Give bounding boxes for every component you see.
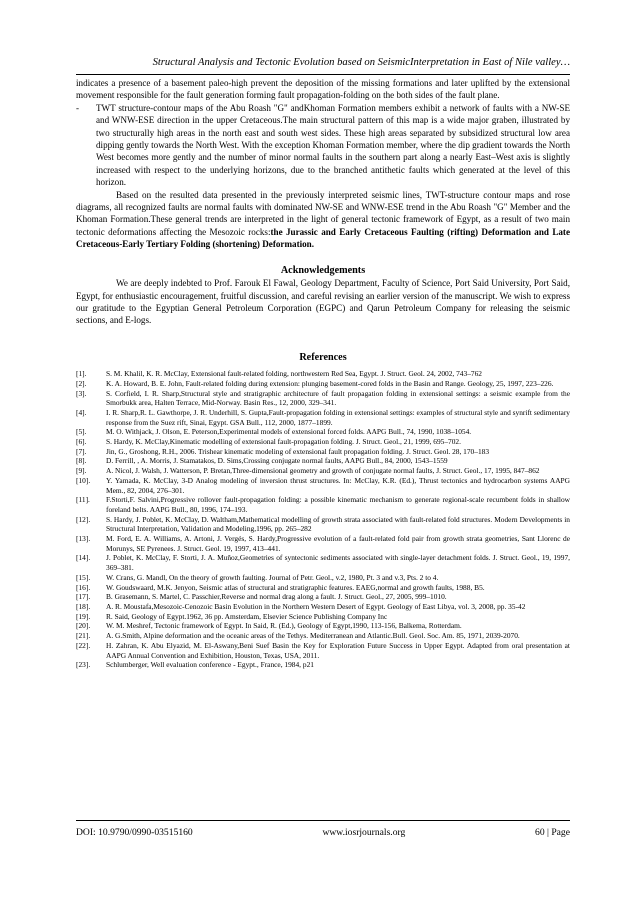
reference-number: [3]. — [76, 388, 87, 398]
footer-divider — [76, 820, 570, 821]
reference-item — [76, 369, 570, 379]
reference-item — [76, 515, 570, 534]
reference-number: [22]. — [76, 640, 91, 650]
reference-item — [76, 583, 570, 593]
reference-item — [76, 631, 570, 641]
reference-text: H. Zahran, K. Abu Elyazid, M. El-Aswany,Beni Suef Basin the Key for Exploration Future Success in Upper Egypt. Adapted from oral presentation at AAPG Annual Convention and Exhibition, Houston, Texas, USA, 2011. — [106, 640, 570, 660]
reference-text: J. Poblet, K. McClay, F. Storti, J. A. Muñoz,Geometries of syntectonic sediments associated with single-layer detachment folds. J. Struct. Geol., 19, 1997, 369–381. — [106, 553, 570, 573]
reference-number: [5]. — [76, 427, 87, 437]
reference-number: [9]. — [76, 466, 87, 476]
reference-item — [76, 553, 570, 572]
reference-text: Schlumberger, Well evaluation conference - Egypt., France, 1984, p21 — [106, 660, 314, 670]
reference-number: [21]. — [76, 631, 91, 641]
body-paragraph-3-text: Based on the resulted data presented in the previously interpreted seismic lines, TWT-structure contour maps and rose diagrams, all recognized faults are normal faults with dominated NW-SE and WNW-ESE trend in the Abu Roash "G" Member and the Khoman Formation.These general trends are interpreted in the light of general tectonic framework of Egypt, as a result of two main tectonic deformations affecting the Mesozoic rocks: — [76, 189, 570, 237]
reference-number: [18]. — [76, 602, 91, 611]
reference-item — [76, 408, 570, 427]
acknowledgements-heading: Acknowledgements — [280, 264, 366, 276]
reference-number: [13]. — [76, 534, 91, 544]
reference-number: [15]. — [76, 572, 91, 582]
reference-number: [12]. — [76, 514, 91, 524]
running-title: Structural Analysis and Tectonic Evolution based on SeismicInterpretation in East of Nile valley… — [152, 57, 570, 68]
reference-text: A. G.Smith, Alpine deformation and the oceanic areas of the Tethys. Mediterranean and Atlantic.Bull. Geol. Soc. Am. 85, 1971, 2039-2070. — [106, 631, 520, 641]
reference-item — [76, 437, 570, 447]
reference-item — [76, 389, 570, 408]
reference-text: M. Ford, E. A. Williams, A. Artoni, J. Vergés, S. Hardy,Progressive evolution of a fault-related fold pair from growth strata geometries, Sant Llorenc de Morunys, SE Pyrenees. J. Struct. Geol. 19, 1997, 413–441. — [106, 534, 570, 553]
reference-text: B. Grasemann, S. Martel, C. Passchier,Reverse and normal drag along a fault. J. Struct. Geol., 27, 2005, 999–1010. — [106, 592, 447, 602]
reference-text: M. O. Withjack, J. Olson, E. Peterson,Experimental models of extensional forced folds. AAPG Bull., 74, 1990, 1038–1054. — [106, 427, 472, 437]
reference-item — [76, 573, 570, 583]
reference-text: D. Ferrill, , A. Morris, J. Stamatakos, D. Sims,Crossing conjugate normal faults, AAPG Bull., 84, 2000, 1543–1559 — [106, 456, 448, 466]
reference-item — [76, 495, 570, 514]
page-number: 60 | Page — [535, 827, 570, 838]
page-content — [76, 77, 570, 670]
acknowledgements-text: We are deeply indebted to Prof. Farouk El Fawal, Geology Department, Faculty of Science, Port Said University, Port Said, Egypt, for enthusiastic encouragement, fruitful discussion, and careful revising an earlier version of the manuscript. We wish to express our gratitude to the Egyptian General Petroleum Corporation (EGPC) and Qarun Petroleum Company for releasing the seismic sections, and E-logs. — [76, 278, 570, 326]
reference-number: [8]. — [76, 456, 87, 466]
reference-list — [76, 369, 570, 670]
reference-number: [4]. — [76, 407, 87, 417]
header-divider — [76, 74, 570, 75]
reference-number: [10]. — [76, 475, 91, 485]
reference-number: [14]. — [76, 553, 91, 563]
references-heading: References — [299, 351, 347, 363]
reference-number: [6]. — [76, 437, 87, 447]
body-paragraph-2 — [76, 102, 570, 189]
reference-item — [76, 466, 570, 476]
reference-number: [20]. — [76, 621, 91, 631]
reference-item — [76, 427, 570, 437]
reference-number: [23]. — [76, 660, 91, 670]
reference-item — [76, 660, 570, 670]
rifting-deformation-emphasis: the Jurassic and Early Cretaceous Faulting (rifting) Deformation — [270, 226, 531, 237]
list-dash: - — [76, 102, 80, 113]
reference-number: [16]. — [76, 582, 91, 592]
reference-item — [76, 602, 570, 612]
journal-website: www.iosrjournals.org — [322, 827, 406, 838]
reference-text: S. Hardy, K. McClay,Kinematic modelling of extensional fault-propagation folding. J. Struct. Geol., 21, 1999, 695–702. — [106, 437, 461, 447]
reference-item — [76, 379, 570, 389]
reference-number: [1]. — [76, 369, 87, 379]
reference-item — [76, 534, 570, 553]
reference-text: Jin, G., Groshong, R.H., 2006. Trishear kinematic modeling of extensional fault propagation folding. J. Struct. Geol. 28, 170–183 — [106, 446, 490, 456]
reference-text: I. R. Sharp,R. L. Gawthorpe, J. R. Underhill, S. Gupta,Fault-propagation folding in extensional settings: examples of structural style and synrift sedimentary response from the Suez rift, Sinai, Egypt. GSA Bull., 112, 2000, 1877–1899. — [106, 407, 570, 427]
conjunction: and — [530, 226, 553, 237]
body-paragraph-1: indicates a presence of a basement paleo-high prevent the deposition of the missing formations and later uplifted by the extensional movement responsible for the fault generation forming fault propagation-folding on the both sides of the fault plane. — [76, 78, 570, 101]
reference-number: [19]. — [76, 611, 91, 621]
reference-number: [7]. — [76, 446, 87, 456]
body-paragraph-2-text: TWT structure-contour maps of the Abu Roash "G" andKhoman Formation members exhibit a network of faults with a NW-SE and WNW-ESE direction in the upper Cretaceous.The main structural pattern of this map is a wide major graben, illustrated by two structurally high areas in the north east and south west sides. These high areas separated by subsidized structural low area dipping gently towards the North West. With the exception Khoman Formation member, where the dip gradient towards the North West becomes more gently and the number of minor normal faults in the southern part along a nearly East–West axis is slightly increased with respect to the underlying horizons, due to the branched antithetic faults which generated at the level of this horizon. — [96, 102, 570, 188]
reference-text: R. Said, Geology of Egypt.1962, 36 pp. Amsterdam, Elsevier Science Publishing Company Inc — [106, 611, 388, 621]
reference-number: [17]. — [76, 592, 91, 602]
reference-text: S. Hardy, J. Poblet, K. McClay, D. Waltham,Mathematical modelling of growth strata associated with fault-related fold structures. Modern Developments in Structural Interpretation, Validation and Modeling,1996, pp. 265–282 — [106, 514, 570, 534]
reference-text: W. M. Meshref, Tectonic framework of Egypt. In Said, R. (Ed.), Geology of Egypt,1990, 113-156, Balkema, Rotterdam. — [106, 621, 462, 631]
reference-item — [76, 476, 570, 495]
reference-text: K. A. Howard, B. E. John, Fault-related folding during extension: plunging basement-cored folds in the Basin and Range. Geology, 25, 1997, 223–226. — [106, 378, 554, 388]
doi-text: DOI: 10.9790/0990-03515160 — [76, 827, 193, 838]
reference-item — [76, 641, 570, 660]
reference-item — [76, 447, 570, 457]
reference-item — [76, 456, 570, 466]
folding-deformation-emphasis: Late Cretaceous-Early Tertiary Folding (shortening) Deformation. — [76, 226, 570, 250]
reference-text: W. Goudswaard, M.K. Jenyon, Seismic atlas of structural and stratigraphic features. EAEG,normal and growth faults, 1988, B5. — [106, 582, 485, 592]
reference-text: A. R. Moustafa,Mesozoic-Cenozoic Basin Evolution in the Northern Western Desert of Egypt. Geology of East Libya, vol. 3, 2008, pp. 35-42 — [106, 602, 526, 611]
reference-item — [76, 621, 570, 631]
reference-item — [76, 592, 570, 602]
reference-number: [11]. — [76, 495, 90, 505]
reference-number: [2]. — [76, 378, 87, 388]
page-footer — [76, 827, 570, 838]
reference-text: S. M. Khalil, K. R. McClay, Extensional fault-related folding, northwestern Red Sea, Egypt. J. Struct. Geol. 24, 2002, 743–762 — [106, 369, 482, 379]
body-paragraph-3 — [76, 189, 570, 251]
reference-text: W. Crans, G. Mandl, On the theory of growth faulting. Journal of Petr. Geol., v.2, 1980, Pt. 3 and v.3, Pts. 2 to 4. — [106, 572, 439, 582]
reference-text: Y. Yamada, K. McClay, 3-D Analog modeling of inversion thrust structures. In: McClay, K.R. (Ed.), Thrust tectonics and hydrocarbon systems AAPG Mem., 82, 2004, 276–301. — [106, 475, 570, 495]
reference-text: A. Nicol, J. Walsh, J. Watterson, P. Bretan,Three-dimensional geometry and growth of conjugate normal faults, J. Struct. Geol., 17, 1995, 847–862 — [106, 466, 540, 476]
reference-text: S. Corfield, I. R. Sharp,Structural style and stratigraphic architecture of fault propagation folding in extensional settings: a seismic example from the Smorbukk area, Halten Terrace, Mid-Norway. Basin Res., 12, 2000, 329–341. — [106, 388, 570, 408]
reference-item — [76, 612, 570, 622]
reference-text: F.Storti,F. Salvini,Progressive rollover fault-propagation folding: a possible kinematic mechanism to generate regional-scale recumbent folds in shallow foreland belts. AAPG Bull., 80, 1996, 174–193. — [106, 495, 570, 514]
